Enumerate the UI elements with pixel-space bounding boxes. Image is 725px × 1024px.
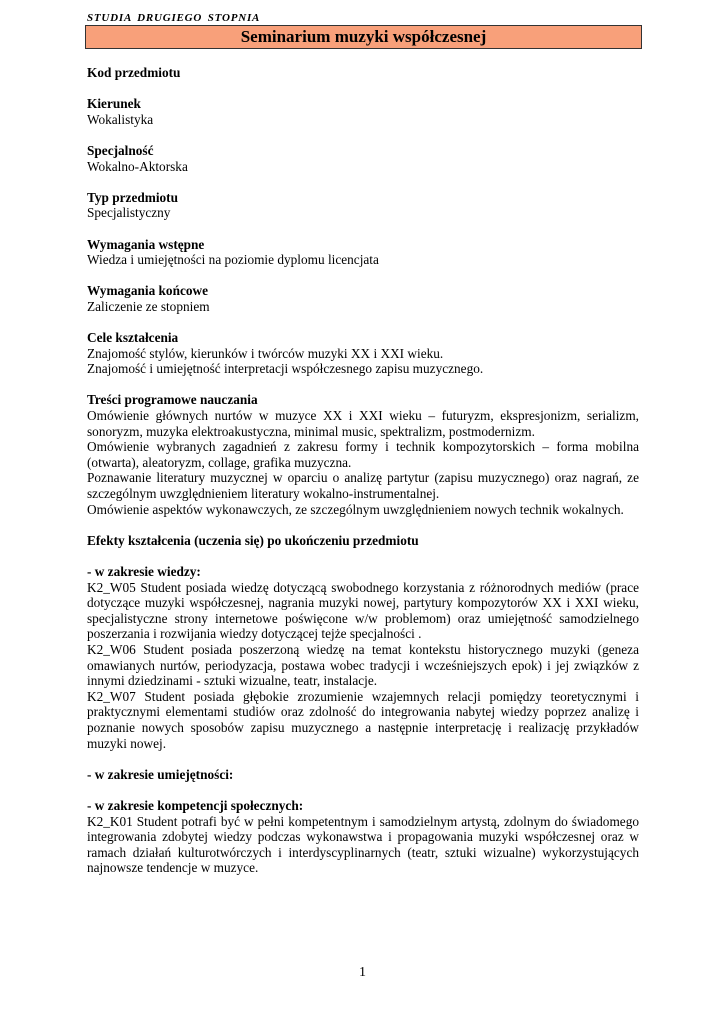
section-heading: Specjalność	[87, 142, 154, 158]
section-course-type	[87, 190, 639, 221]
content-paragraph: Omówienie głównych nurtów w muzyce XX i XXI wieku – futuryzm, ekspresjonizm, serializm, sonoryzm, muzyka elektroakustyczna, minimal music, spektralizm, postmodernizm.	[87, 408, 639, 439]
section-heading: - w zakresie kompetencji społecznych:	[87, 797, 304, 813]
section-learning-goals	[87, 330, 639, 377]
section-heading: - w zakresie wiedzy:	[87, 564, 201, 579]
section-value: Wokalno-Aktorska	[87, 158, 188, 174]
section-specialty	[87, 143, 639, 174]
section-heading: Cele kształcenia	[87, 330, 179, 346]
section-heading: Kod przedmiotu	[87, 65, 181, 80]
section-value: Specjalistyczny	[87, 205, 171, 221]
section-heading: - w zakresie umiejętności:	[87, 766, 234, 782]
section-heading: Wymagania końcowe	[87, 283, 209, 299]
goal-line: Znajomość stylów, kierunków i twórców muzyki XX i XXI wieku.	[87, 345, 444, 361]
section-heading: Typ przedmiotu	[87, 189, 178, 205]
section-heading: Wymagania wstępne	[87, 236, 205, 252]
section-course-code	[87, 65, 639, 81]
course-title: Seminarium muzyki współczesnej	[85, 25, 642, 49]
section-value: Zaliczenie ze stopniem	[87, 298, 210, 314]
section-final-requirements	[87, 283, 639, 314]
outcome-paragraph: K2_W07 Student posiada głębokie zrozumienie wzajemnych relacji pomiędzy teoretycznymi i praktycznymi elementami studiów oraz zdolność do integrowania nabytej wiedzy poprzez analizę i poznanie nowych sposobów zapisu muzycznego a następnie interpretację i realizację przykładów muzyki nowej.	[87, 688, 639, 751]
section-heading: Treści programowe nauczania	[87, 392, 258, 408]
goal-line: Znajomość i umiejętność interpretacji współczesnego zapisu muzycznego.	[87, 361, 484, 377]
section-knowledge	[87, 564, 639, 751]
section-heading: Kierunek	[87, 96, 141, 112]
outcome-paragraph: K2_W05 Student posiada wiedzę dotyczącą swobodnego korzystania z różnorodnych mediów (prace dotyczące muzyki współczesnej, nagrania muzyki nowej, partytury kompozytorów XX i XXI wieku, specjalistyczne strony internetowe poświęcone w/w problemom) oraz umiejętność samodzielnego poszerzania i rozwijania wiedzy dotyczącej tejże specjalności .	[87, 579, 639, 642]
page-number: 1	[359, 965, 366, 980]
outcome-paragraph: K2_K01 Student potrafi być w pełni kompetentnym i samodzielnym artystą, zdolnym do świadomego integrowania zdobytej wiedzy podczas wykonawstwa i propagowania muzyki współczesnej oraz w ramach działań kulturotwórczych i interdyscyplinarnych (teatr, sztuki wizualne) wykorzystujących najnowsze tendencje w muzyce.	[87, 813, 639, 876]
study-level-label: STUDIA DRUGIEGO STOPNIA	[87, 12, 261, 24]
section-heading: Efekty kształcenia (uczenia się) po ukończeniu przedmiotu	[87, 532, 419, 548]
section-value: Wokalistyka	[87, 111, 154, 127]
content-paragraph: Omówienie wybranych zagadnień z zakresu formy i technik kompozytorskich – forma mobilna (otwarta), aleatoryzm, collage, grafika muzyczna.	[87, 439, 639, 470]
section-social-competences	[87, 798, 639, 876]
section-prerequisites	[87, 237, 639, 268]
content-paragraph: Poznawanie literatury muzycznej w oparciu o analizę partytur (zapisu muzycznego) oraz nagrań, ze szczególnym uwzględnieniem literatury wokalno-instrumentalnej.	[87, 470, 639, 502]
section-skills	[87, 767, 639, 783]
section-learning-outcomes	[87, 533, 639, 549]
document-body	[87, 65, 639, 891]
section-program-content	[87, 392, 639, 517]
outcome-paragraph: K2_W06 Student posiada poszerzoną wiedzę na temat kontekstu historycznego muzyki (geneza omawianych nurtów, periodyzacja, postawa wobec tradycji i wcześniejszych epok) i jej związków z innymi dziedzinami - sztuki wizualne, teatr, instalacje.	[87, 641, 639, 689]
section-value: Wiedza i umiejętności na poziomie dyplomu licencjata	[87, 252, 379, 268]
content-paragraph: Omówienie aspektów wykonawczych, ze szczególnym uwzględnieniem nowych technik wokalnych.	[87, 501, 624, 517]
section-field-of-study	[87, 96, 639, 127]
